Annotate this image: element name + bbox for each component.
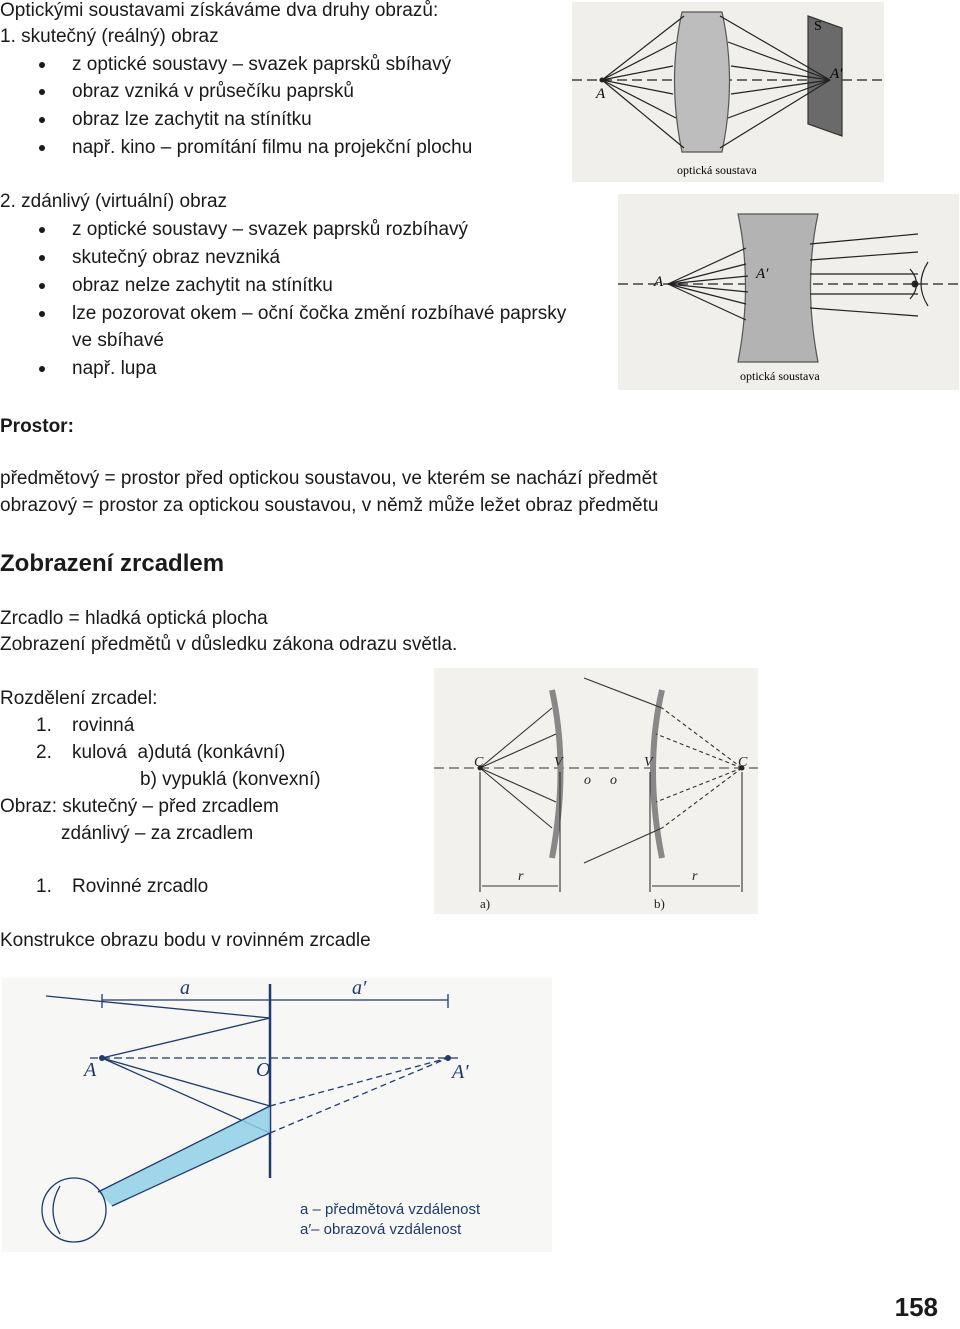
figure-caption: optická soustava (677, 163, 757, 177)
paragraph-line: Obraz: skutečný – před zrcadlem (0, 796, 279, 817)
list-item: rovinná (72, 715, 135, 736)
list-item: Rovinné zrcadlo (72, 876, 209, 897)
legend-line: a – předmětová vzdálenost (300, 1201, 481, 1218)
figure-caption: optická soustava (740, 369, 820, 383)
point-label: A (596, 86, 606, 102)
paragraph-line: Rozdělení zrcadel: (0, 688, 158, 709)
bullet (39, 145, 45, 151)
list-item: z optické soustavy – svazek paprsků sbíhavý (72, 54, 452, 75)
paragraph-line: Zobrazení předmětů v důsledku zákona odrazu světla. (0, 634, 458, 655)
point-label: A (654, 274, 664, 290)
point-label: V (644, 755, 653, 770)
paragraph-line: zdánlivý – za zrcadlem (61, 823, 254, 844)
bullet (39, 117, 45, 123)
list-item: např. lupa (72, 358, 157, 379)
prostor-line: předmětový = prostor před optickou soustavou, ve kterém se nachází předmět (0, 468, 658, 489)
bullet (39, 227, 45, 233)
bullet (39, 366, 45, 372)
virtual-image-figure (618, 194, 959, 390)
point-label: A (84, 1059, 97, 1081)
virtual-image-heading: 2. zdánlivý (virtuální) obraz (0, 191, 228, 212)
axis-label: o (610, 773, 617, 788)
real-image-heading: 1. skutečný (reálný) obraz (0, 26, 219, 47)
paragraph-line: Zrcadlo = hladká optická plocha (0, 608, 268, 629)
point-label: V (554, 755, 563, 770)
list-item: obraz vzniká v průsečíku paprsků (72, 81, 354, 102)
prostor-line: obrazový = prostor za optickou soustavou, v němž může ležet obraz předmětu (0, 495, 659, 516)
bullet (39, 311, 45, 317)
page-number: 158 (894, 1292, 938, 1322)
bullet (39, 62, 45, 68)
bullet (39, 255, 45, 261)
list-item: skutečný obraz nevzniká (72, 247, 281, 268)
list-item: b) vypuklá (konvexní) (140, 769, 321, 790)
legend-line: a′– obrazová vzdálenost (300, 1221, 462, 1238)
point-label: C (738, 755, 748, 770)
axis-label: o (584, 773, 591, 788)
point-label: C (474, 755, 484, 770)
plane-mirror-figure (2, 978, 552, 1252)
bullet (39, 283, 45, 289)
subfigure-label: b) (654, 896, 665, 911)
radius-label: r (692, 869, 698, 884)
bullet (39, 89, 45, 95)
list-number: 1. (36, 715, 52, 736)
point-label: O (256, 1059, 271, 1081)
real-image-figure (572, 2, 884, 182)
screen-label: S (814, 19, 822, 34)
list-item: kulová a)dutá (konkávní) (72, 742, 286, 763)
section-heading: Zobrazení zrcadlem (0, 550, 225, 577)
spherical-mirrors-figure (434, 668, 758, 914)
list-item-continuation: ve sbíhavé (72, 330, 164, 351)
radius-label: r (518, 869, 524, 884)
distance-label: a′ (352, 978, 367, 999)
list-number: 2. (36, 742, 52, 763)
list-number: 1. (36, 876, 52, 897)
prostor-heading: Prostor: (0, 416, 74, 437)
list-item: z optické soustavy – svazek paprsků rozbíhavý (72, 219, 469, 240)
point-label: A′ (830, 66, 843, 82)
list-item: lze pozorovat okem – oční čočka změní rozbíhavé paprsky (72, 303, 567, 324)
list-item: např. kino – promítání filmu na projekční plochu (72, 137, 473, 158)
subfigure-label: a) (480, 896, 491, 911)
intro-text: Optickými soustavami získáváme dva druhy obrazů: (0, 0, 439, 21)
paragraph-line: Konstrukce obrazu bodu v rovinném zrcadle (0, 930, 371, 951)
point-label: A′ (756, 266, 769, 282)
point-label: A′ (452, 1061, 469, 1083)
distance-label: a (180, 978, 190, 999)
list-item: obraz lze zachytit na stínítku (72, 109, 312, 130)
list-item: obraz nelze zachytit na stínítku (72, 275, 333, 296)
